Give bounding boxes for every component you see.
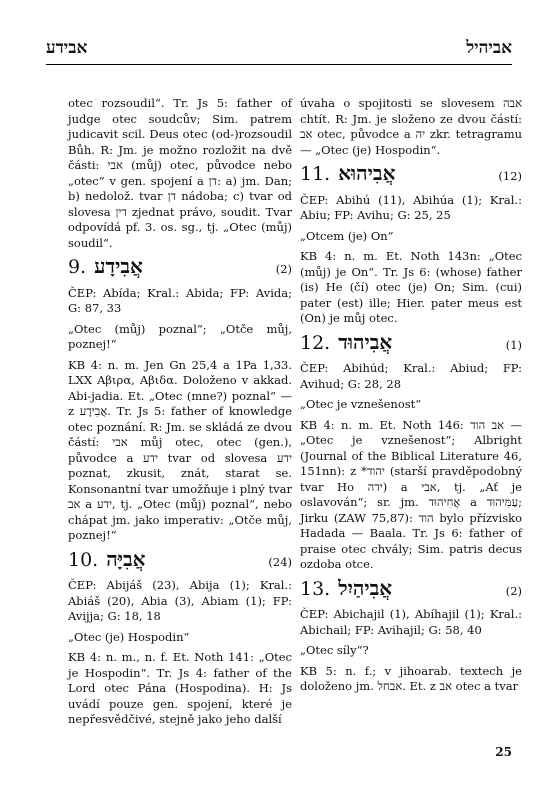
entry-10-body: KB 4: n. m., n. f. Et. Noth 141: „Otec je Hospodin“. Tr. Js 4: father of the Lord otec Pána (Hospodina). H: Js uvádí pouze gen. spojení, které je nepřesvědčivé, stejně jako jeho další — [68, 650, 292, 726]
entry-12-body: KB 4: n. m. Et. Noth 146: אב הוד — „Otec je vznešenost“; Albright (Journal of the Biblical Literature 46, 151nn): z *יהוד (starší pravděpodobný tvar Ho ידה) a אבי, tj. „Ať je oslavován“; sr. jm. אֲחִיהוּד a עַמִּיהוּד; Jirku (ZAW 75,87): הוד bylo přízvisko Hadada — Baala. Tr. Js 6: father of praise otec chvály; Sim. patris decus ozdoba otce. — [300, 417, 523, 571]
left-column — [68, 96, 292, 733]
entry-number: 10. — [68, 548, 99, 571]
entry-number: 9. — [68, 256, 87, 278]
entry-11-translations: ČEP: Abihú (11), Abihúa (1); Kral.: Abiu; FP: Avihu; G: 25, 25 — [300, 192, 522, 222]
entry-headword: אֲבִיהַיִל — [338, 575, 393, 600]
entry-9-body: KB 4: n. m. Jen Gn 25,4 a 1Pa 1,33. LXX Αβιρα, Αβιδα. Doloženo v akkad. Abi-jadia. Et. „Otec (mne?) poznal“ — z אֲבִידָע. Tr. Js 5: father of knowledge otec poznání. R: Jm. se skládá ze dvou částí: אבי můj otec, otec (gen.), původce a ידע tvar od slovesa ידע poznat, zkusit, znát, starat se. Konsonantní tvar umožňuje i plný tvar אב a ידע, tj. „Otec (můj) poznal“, nebo chápat jm. jako imperativ: „Otče můj, poznej!“ — [68, 357, 292, 542]
running-header-right: אביהיל — [466, 38, 512, 58]
entry-13-body: KB 5: n. f.; v jihoarab. textech je doloženo jm. אבחל. Et. z אב otec a tvar — [300, 663, 522, 693]
entry-count: (24) — [268, 554, 292, 569]
page-number: 25 — [495, 745, 512, 759]
entry-13-meaning: „Otec síly“? — [300, 643, 369, 657]
entry-9-meaning: „Otec (můj) poznal“; „Otče můj, poznej!“ — [68, 321, 292, 351]
right-column — [300, 96, 522, 700]
entry-headword: אֲבִיהוּא — [338, 161, 396, 185]
entry-number: 13. — [300, 577, 331, 600]
entry-11-heading — [300, 161, 522, 185]
entry-headword: אֲבִיָּה — [106, 546, 146, 571]
entry-number: 12. — [300, 331, 331, 354]
entry-10-heading — [68, 546, 292, 571]
entry-continuation: úvaha o spojitosti se slovesem אבה chtít. R: Jm. je složeno ze dvou částí: אב otec, původce a יה zkr. tetragramu — „Otec (je) Hospodin“. — [300, 96, 522, 157]
entry-headword: אֲבִיהוּד — [338, 329, 393, 354]
running-header-left: אבידע — [46, 38, 88, 58]
entry-10-translations: ČEP: Abijáš (23), Abija (1); Kral.: Abiáš (20), Abia (3), Abiam (1); FP: Avijja; G: 18, 18 — [68, 578, 292, 623]
entry-continuation: otec rozsoudil“. Tr. Js 5: father of judge otec soudcův; Sim. patrem judicavit scil. Deus otec (od-)rozsoudil Bůh. R: Jm. je možno rozložit na dvě části: אבי (můj) otec, původce nebo „otec“ v gen. spojení a דן: a) jm. Dan; b) nedolož. tvar דן nádoba; c) tvar od slovesa דין zjednat právo, soudit. Tvar odpovídá pf. 3. os. sg., tj. „Otec (můj) soudil“. — [68, 96, 292, 250]
entry-11-body: KB 4: n. m. Et. Noth 143n: „Otec (můj) je On“. Tr. Js 6: (whose) father (is) He (čí) otec (je) On; Sim. (cui) pater (est) ille; Hier. pater meus est (On) je můj otec. — [300, 249, 522, 325]
entry-number: 11. — [300, 163, 331, 185]
entry-headword: אֲבִידָע — [94, 254, 143, 278]
entry-count: (12) — [498, 169, 522, 183]
entry-9-translations: ČEP: Abída; Kral.: Abida; FP: Avida; G: 87, 33 — [68, 285, 292, 315]
header-rule — [46, 64, 512, 65]
entry-13-translations: ČEP: Abichajil (1), Abíhajil (1); Kral.: Abichail; FP: Avihajil; G: 58, 40 — [300, 607, 522, 637]
entry-count: (1) — [505, 337, 522, 352]
entry-count: (2) — [275, 262, 292, 276]
entry-11-meaning: „Otcem (je) On“ — [300, 228, 394, 243]
entry-count: (2) — [505, 583, 522, 598]
entry-10-meaning: „Otec (je) Hospodin“ — [68, 629, 190, 644]
entry-12-meaning: „Otec je vznešenost“ — [300, 397, 422, 411]
entry-9-heading — [68, 254, 292, 278]
entry-12-heading — [300, 329, 522, 354]
entry-12-translations: ČEP: Abihúd; Kral.: Abiud; FP: Avihud; G: 28, 28 — [300, 361, 522, 391]
entry-13-heading — [300, 575, 522, 600]
